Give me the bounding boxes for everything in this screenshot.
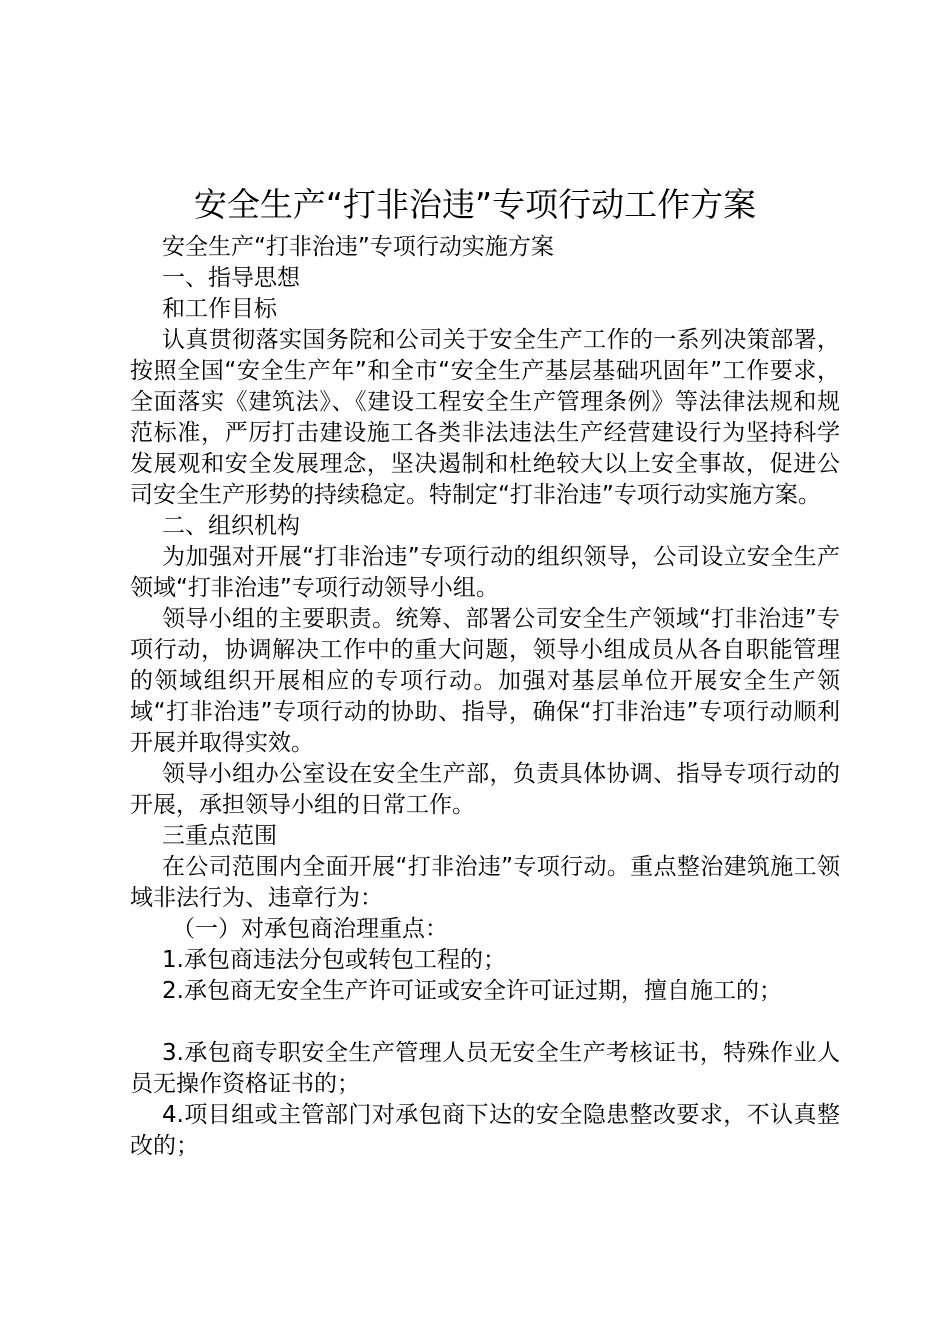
- list-item-1: 1.承包商违法分包或转包工程的；: [162, 947, 506, 973]
- list-item-3: 3.承包商专职安全生产管理人员无安全生产考核证书，特殊作业人员无操作资格证书的；: [130, 1040, 840, 1097]
- body-paragraph-scope: 在公司范围内全面开展“打非治违”专项行动。重点整治建筑施工领域非法行为、违章行为：: [130, 854, 840, 911]
- document-title: 安全生产“打非治违”专项行动工作方案: [193, 185, 757, 224]
- body-paragraph-group-duties: 领导小组的主要职责。统筹、部署公司安全生产领域“打非治违”专项行动，协调解决工作中的重大问题，领导小组成员从各自职能管理的领域组织开展相应的专项行动。加强对基层单位开展安全生产领域“打非治违”专项行动的协助、指导，确保“打非治违”专项行动顺利开展并取得实效。: [130, 606, 840, 756]
- body-paragraph-leading-group: 为加强对开展“打非治违”专项行动的组织领导，公司设立安全生产领域“打非治违”专项行动领导小组。: [130, 544, 840, 601]
- body-paragraph-group-office: 领导小组办公室设在安全生产部，负责具体协调、指导专项行动的开展，承担领导小组的日常工作。: [130, 761, 840, 818]
- list-item-4: 4.项目组或主管部门对承包商下达的安全隐患整改要求，不认真整改的；: [130, 1102, 840, 1159]
- section-heading-guiding-thought: 一、指导思想: [162, 265, 300, 291]
- document-body: [130, 232, 840, 1162]
- subtitle-paragraph: 安全生产“打非治违”专项行动实施方案: [162, 234, 554, 260]
- section-heading-work-goal: 和工作目标: [162, 296, 277, 322]
- list-item-2: 2.承包商无安全生产许可证或安全许可证过期，擅自施工的；: [162, 978, 782, 1004]
- body-paragraph-goal: 认真贯彻落实国务院和公司关于安全生产工作的一系列决策部署，按照全国“安全生产年”和全市“安全生产基层基础巩固年”工作要求，全面落实《建筑法》、《建设工程安全生产管理条例》等法律法规和规范标准，严厉打击建设施工各类非法违法生产经营建设行为坚持科学发展观和安全发展理念，坚决遏制和杜绝较大以上安全事故，促进公司安全生产形势的持续稳定。特制定“打非治违”专项行动实施方案。: [130, 327, 840, 508]
- section-heading-key-scope: 三重点范围: [162, 823, 277, 849]
- subsection-heading-contractor: （一）对承包商治理重点：: [172, 916, 448, 942]
- section-heading-organization: 二、组织机构: [162, 513, 300, 539]
